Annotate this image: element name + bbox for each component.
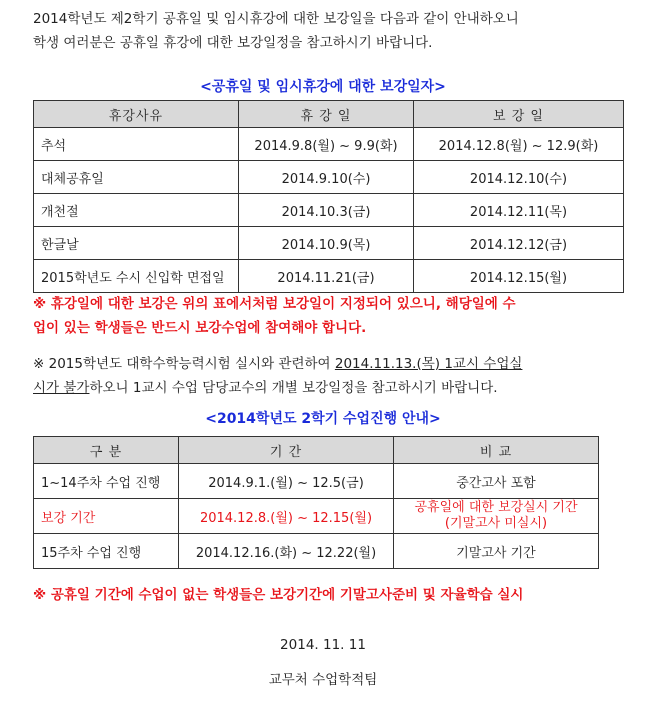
- category-cell: 15주차 수업 진행: [34, 534, 179, 569]
- cancel-date-cell: 2014.10.9(목): [239, 227, 414, 260]
- cancel-date-cell: 2014.11.21(금): [239, 260, 414, 293]
- reason-cell: 2015학년도 수시 신입학 면접일: [34, 260, 239, 293]
- table-row: [34, 534, 599, 569]
- period-cell: 2014.12.16.(화) ~ 12.22(월): [179, 534, 394, 569]
- note-cell: [394, 464, 599, 499]
- table-row: [34, 161, 624, 194]
- notice2-suffix: 하오니 1교시 수업 담당교수의 개별 보강일정을 참고하시기 바랍니다.: [89, 380, 498, 396]
- intro-paragraph: [33, 7, 623, 55]
- schedule-table-header-row: [34, 437, 599, 464]
- category-cell: 보강 기간: [34, 499, 179, 534]
- document-date: 2014. 11. 11: [280, 637, 366, 653]
- makeup-table-header-row: [34, 101, 624, 128]
- exam-day-notice: [33, 352, 623, 400]
- period-cell: 2014.9.1.(월) ~ 12.5(금): [179, 464, 394, 499]
- table-row: [34, 128, 624, 161]
- intro-line-2: 학생 여러분은 공휴일 휴강에 대한 보강일정을 참고하시기 바랍니다.: [33, 35, 433, 51]
- note-line: 중간고사 포함: [456, 475, 536, 491]
- self-study-notice: ※ 공휴일 기간에 수업이 없는 학생들은 보강기간에 기말고사준비 및 자율학습 실시: [33, 587, 524, 603]
- note-cell: [394, 499, 599, 534]
- reason-cell: 한글날: [34, 227, 239, 260]
- notice2-prefix: ※ 2015학년도 대학수학능력시험 실시와 관련하여: [33, 356, 335, 372]
- note-line-2: (기말고사 미실시): [444, 516, 548, 531]
- category-cell: 1~14주차 수업 진행: [34, 464, 179, 499]
- note-line: 기말고사 기간: [456, 545, 536, 561]
- makeup-date-cell: 2014.12.12(금): [414, 227, 624, 260]
- table-row: [34, 260, 624, 293]
- notice2-underlined-2: 시가 불가: [33, 380, 90, 396]
- reason-cell: 개천절: [34, 194, 239, 227]
- intro-line-1: 2014학년도 제2학기 공휴일 및 임시휴강에 대한 보강일을 다음과 같이 안내하오니: [33, 11, 519, 27]
- cancel-date-cell: 2014.10.3(금): [239, 194, 414, 227]
- makeup-date-cell: 2014.12.10(수): [414, 161, 624, 194]
- cancel-date-cell: 2014.9.8(월) ~ 9.9(화): [239, 128, 414, 161]
- reason-cell: 추석: [34, 128, 239, 161]
- notice2-underlined-1: 2014.11.13.(목) 1교시 수업실: [334, 356, 523, 372]
- makeup-table: [33, 100, 624, 293]
- makeup-table-title: <공휴일 및 임시휴강에 대한 보강일자>: [200, 79, 446, 95]
- period-cell: 2014.12.8.(월) ~ 12.15(월): [179, 499, 394, 534]
- table-row: [34, 464, 599, 499]
- schedule-table: [33, 436, 599, 569]
- makeup-date-cell: 2014.12.15(월): [414, 260, 624, 293]
- header-cancel-date: 휴 강 일: [239, 101, 414, 128]
- makeup-date-cell: 2014.12.8(월) ~ 12.9(화): [414, 128, 624, 161]
- makeup-attendance-notice: [33, 292, 623, 340]
- cancel-date-cell: 2014.9.10(수): [239, 161, 414, 194]
- note-cell: [394, 534, 599, 569]
- header-note: 비 교: [394, 437, 599, 464]
- notice2-line-1: [33, 352, 623, 376]
- notice1-line-2: 업이 있는 학생들은 반드시 보강수업에 참여해야 합니다.: [33, 320, 367, 336]
- schedule-table-title: <2014학년도 2학기 수업진행 안내>: [205, 411, 441, 427]
- header-category: 구 분: [34, 437, 179, 464]
- issuing-department: 교무처 수업학적팀: [268, 672, 378, 688]
- makeup-date-cell: 2014.12.11(목): [414, 194, 624, 227]
- table-row: [34, 499, 599, 534]
- notice2-line-2: [33, 376, 623, 400]
- notice1-line-1: ※ 휴강일에 대한 보강은 위의 표에서처럼 보강일이 지정되어 있으니, 해당일에 수: [33, 296, 516, 312]
- header-makeup-date: 보 강 일: [414, 101, 624, 128]
- header-reason: 휴강사유: [34, 101, 239, 128]
- table-row: [34, 194, 624, 227]
- reason-cell: 대체공휴일: [34, 161, 239, 194]
- header-period: 기 간: [179, 437, 394, 464]
- table-row: [34, 227, 624, 260]
- note-line: 공휴일에 대한 보강실시 기간: [414, 500, 578, 515]
